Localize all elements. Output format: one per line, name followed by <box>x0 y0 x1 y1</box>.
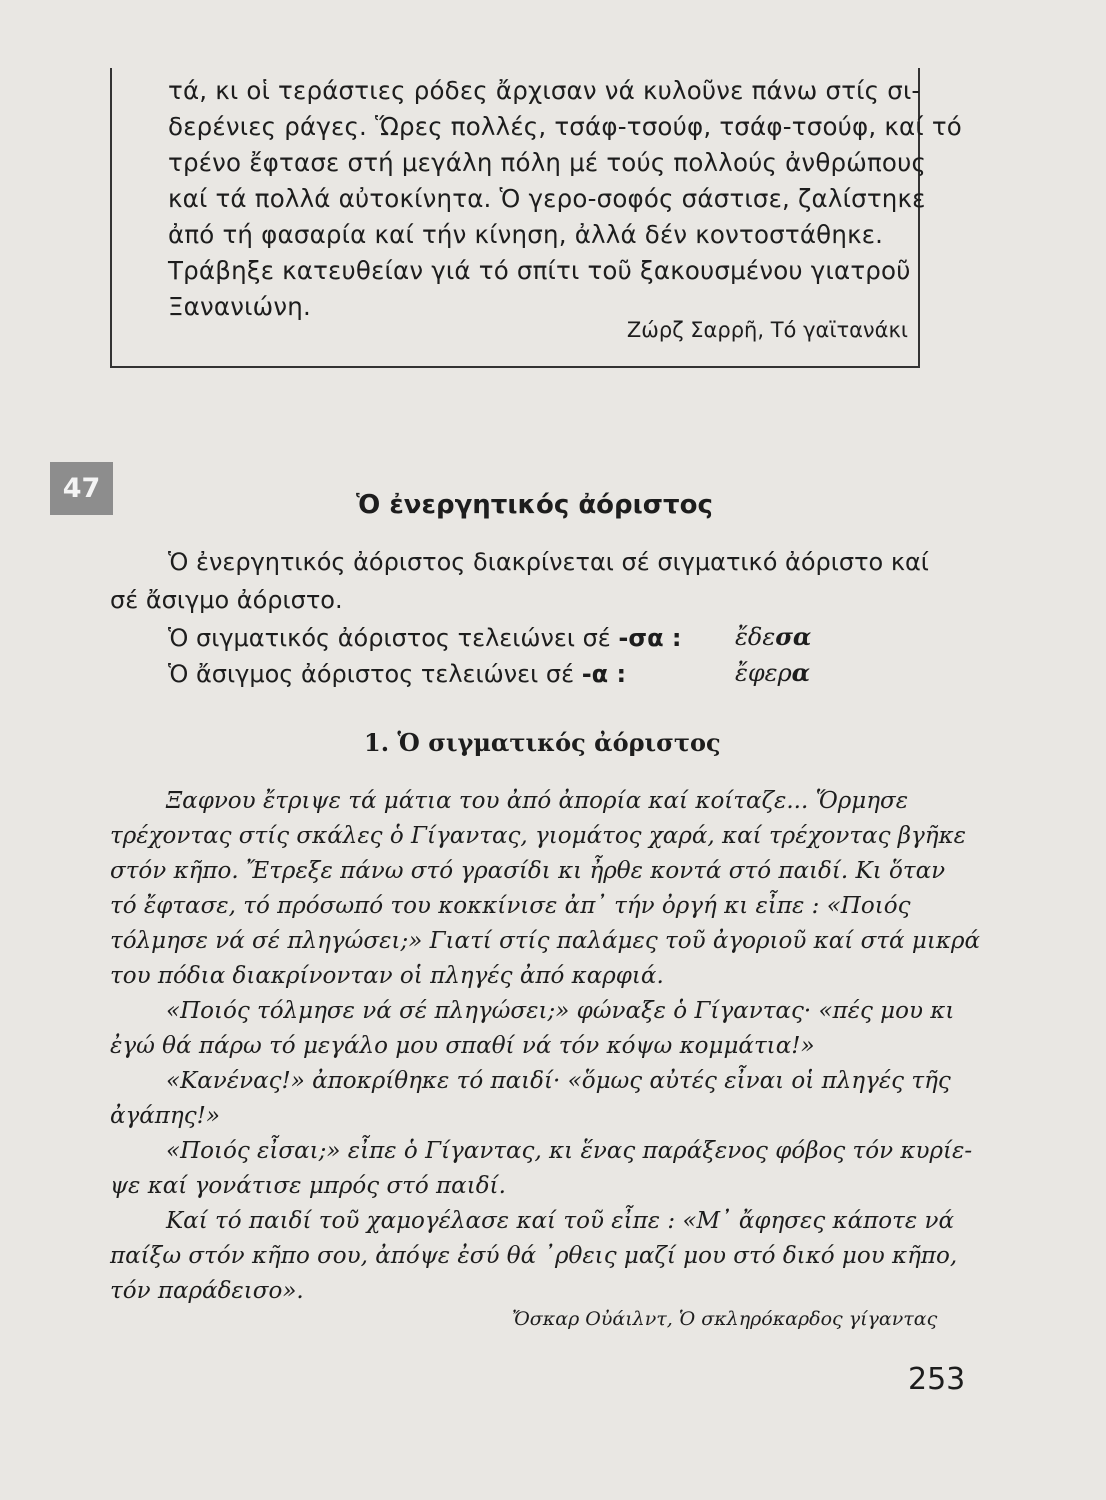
sigmatic-example-stem: ἔδε <box>735 623 776 651</box>
excerpt-line: καί τά πολλά αὐτοκίνητα. Ὁ γερο-σοφός σάστισε, ζαλίστηκε <box>168 184 926 213</box>
subsection-title: 1. Ὁ σιγματικός ἀόριστος <box>364 728 721 757</box>
story-line: «Κανένας!» ἀποκρίθηκε τό παιδί· «ὅμως αὐτές εἶναι οἱ πληγές τῆς <box>166 1068 951 1094</box>
sigmatic-example <box>735 622 811 651</box>
asigmatic-rule <box>168 660 626 688</box>
excerpt-line: τρένο ἔφτασε στή μεγάλη πόλη μέ τούς πολλούς ἀνθρώπους <box>168 148 927 177</box>
section-title: Ὁ ἐνεργητικός ἀόριστος <box>356 490 713 520</box>
story-source: Ὄσκαρ Οὐάιλντ, Ὁ σκληρόκαρδος γίγαντας <box>512 1308 938 1330</box>
asigmatic-example <box>735 658 810 687</box>
sigmatic-rule <box>168 624 682 652</box>
excerpt-line: Ξανανιώνη. <box>168 292 311 321</box>
story-line: τό ἔφτασε, τό πρόσωπό του κοκκίνισε ἀπ᾿ τήν ὀργή κι εἶπε : «Ποιός <box>110 893 911 919</box>
story-line: τρέχοντας στίς σκάλες ὁ Γίγαντας, γιομάτος χαρά, καί τρέχοντας βγῆκε <box>110 823 967 849</box>
excerpt-source: Ζώρζ Σαρρῆ, Τό γαϊτανάκι <box>626 318 908 342</box>
story-line: ἀγάπης!» <box>110 1103 220 1129</box>
story-line: Ξαφνου ἔτριψε τά μάτια του ἀπό ἀπορία καί κοίταζε... Ὅρμησε <box>166 788 909 814</box>
excerpt-line: δερένιες ράγες. Ὥρες πολλές, τσάφ-τσούφ, τσάφ-τσούφ, καί τό <box>168 112 962 141</box>
story-line: Καί τό παιδί τοῦ χαμογέλασε καί τοῦ εἶπε : «Μ᾿ ἄφησες κάποτε νά <box>166 1208 954 1234</box>
sigmatic-rule-text: Ὁ σιγματικός ἀόριστος τελειώνει σέ <box>168 624 611 652</box>
story-line: «Ποιός τόλμησε νά σέ πληγώσει;» φώναξε ὁ Γίγαντας· «πές μου κι <box>166 998 955 1024</box>
asigmatic-ending: -α : <box>581 660 627 688</box>
intro-line: σέ ἄσιγμο ἀόριστο. <box>110 586 343 614</box>
excerpt-line: τά, κι οἱ τεράστιες ρόδες ἄρχισαν νά κυλοῦνε πάνω στίς σι- <box>168 76 921 105</box>
excerpt-line: Τράβηξε κατευθείαν γιά τό σπίτι τοῦ ξακουσμένου γιατροῦ <box>168 256 911 285</box>
intro-line: Ὁ ἐνεργητικός ἀόριστος διακρίνεται σέ σιγματικό ἀόριστο καί <box>168 548 929 576</box>
story-line: ἐγώ θά πάρω τό μεγάλο μου σπαθί νά τόν κόψω κομμάτια!» <box>110 1033 815 1059</box>
asigmatic-example-stem: ἔφερ <box>735 659 792 687</box>
story-line: ψε καί γονάτισε μπρός στό παιδί. <box>110 1173 506 1199</box>
story-line: του πόδια διακρίνονταν οἱ πληγές ἀπό καρφιά. <box>110 963 664 989</box>
story-line: τόλμησε νά σέ πληγώσει;» Γιατί στίς παλάμες τοῦ ἀγοριοῦ καί στά μικρά <box>110 928 980 954</box>
asigmatic-rule-text: Ὁ ἄσιγμος ἀόριστος τελειώνει σέ <box>168 660 575 688</box>
story-line: παίξω στόν κῆπο σου, ἀπόψε ἐσύ θά ᾿ρθεις μαζί μου στό δικό μου κῆπο, <box>110 1243 958 1269</box>
sigmatic-example-end: σα <box>775 622 812 651</box>
story-line: στόν κῆπο. Ἔτρεξε πάνω στό γρασίδι κι ἦρθε κοντά στό παιδί. Κι ὅταν <box>110 858 946 884</box>
sigmatic-ending: -σα : <box>618 624 682 652</box>
lesson-number-badge: 47 <box>50 462 113 515</box>
page-number: 253 <box>908 1362 966 1397</box>
asigmatic-example-end: α <box>791 658 811 687</box>
story-line: τόν παράδεισο». <box>110 1278 304 1304</box>
excerpt-line: ἀπό τή φασαρία καί τήν κίνηση, ἀλλά δέν κοντοστάθηκε. <box>168 220 884 249</box>
story-line: «Ποιός εἶσαι;» εἶπε ὁ Γίγαντας, κι ἕνας παράξενος φόβος τόν κυρίε- <box>166 1138 973 1164</box>
